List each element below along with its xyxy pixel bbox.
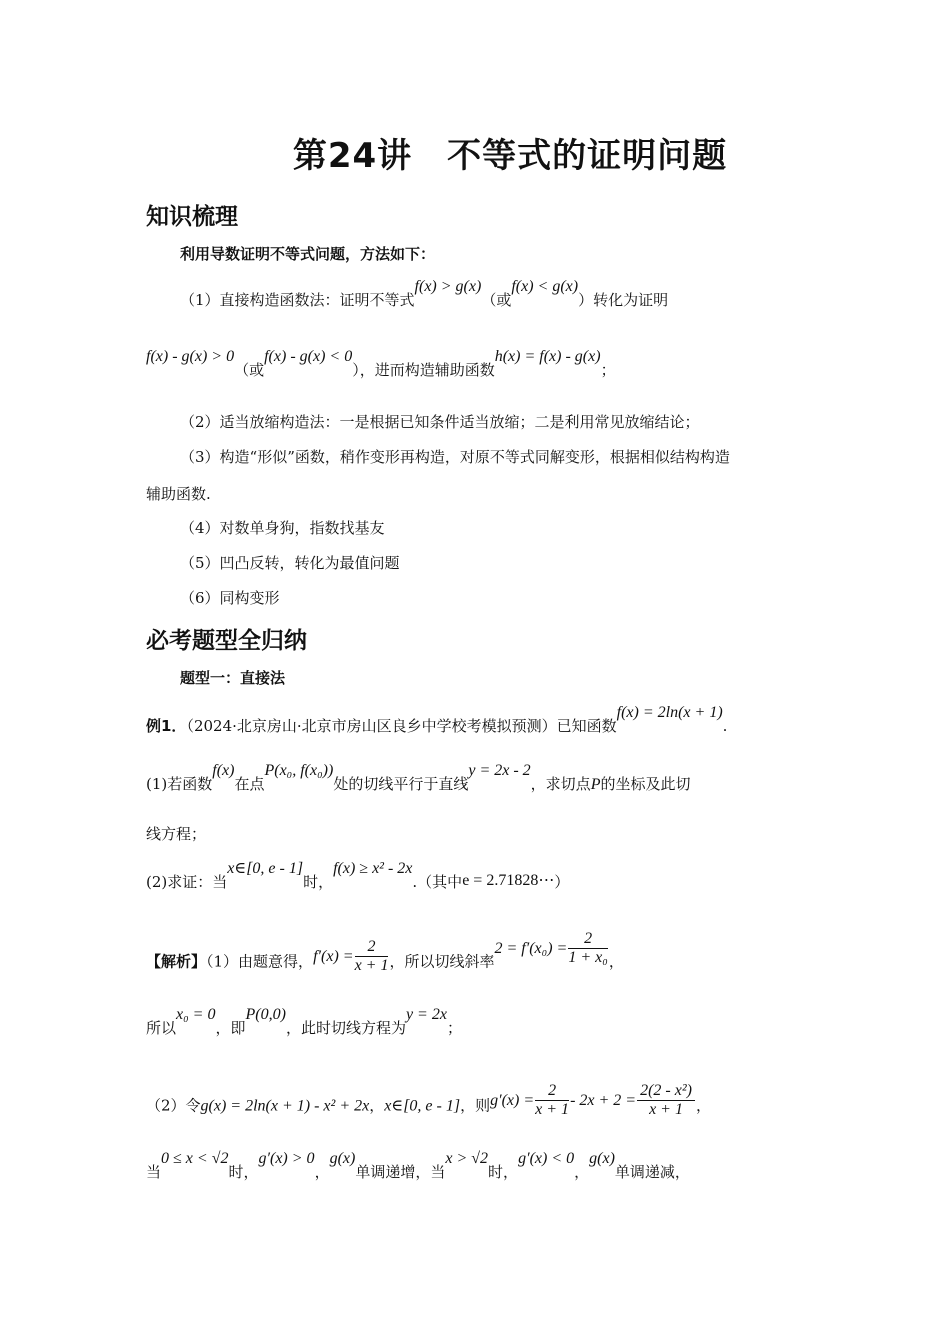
solution-label: 【解析】: [146, 952, 207, 971]
method-2: （2）适当放缩构造法：一是根据已知条件适当放缩；二是利用常见放缩结论；: [180, 413, 700, 431]
solution-line-1: 【解析】（1）由题意得，f′(x) = $\frac{2}{x + 1}$ ，所以切线斜率2 = f′(x₀) = $\frac{2}{\text{1 + x₀}}$ ，: [146, 930, 624, 974]
method-3-line-1: （3）构造“形似”函数，稍作变形再构造，对原不等式同解变形，根据相似结构构造: [180, 448, 730, 466]
solution-line-2: 所以x₀ = 0，即P(0,0)，此时切线方程为y = 2x；: [146, 1006, 462, 1037]
method-1-line-2: f(x) - g(x) > 0（或f(x) - g(x) < 0），进而构造辅助函数h(x) = f(x) - g(x)；: [146, 348, 616, 379]
knowledge-intro: 利用导数证明不等式问题，方法如下：: [180, 245, 436, 263]
question-1-line-2: 线方程；: [146, 825, 207, 843]
solution-line-4: 当0 ≤ x < √2时，g′(x) > 0，g(x)单调递增，当x > √2时，g′(x) < 0，g(x)单调递减，: [146, 1150, 690, 1181]
method-4: （4）对数单身狗，指数找基友: [180, 519, 385, 537]
method-1-line-1: （1）直接构造函数法：证明不等式f(x) > g(x)（或f(x) < g(x)）转化为证明: [180, 278, 669, 309]
question-2: (2)求证：当x∈[0, e - 1]时，f(x) ≥ x² - 2x.（其中e = 2.71828⋯）: [146, 860, 570, 891]
question-1-line-1: (1)若函数f(x)在点P(x₀, f(x₀))处的切线平行于直线y = 2x - 2，求切点P的坐标及此切: [146, 762, 691, 793]
type1-heading: 题型一：直接法: [180, 669, 286, 687]
section-heading-knowledge: 知识梳理: [146, 204, 238, 230]
page-title: 第24讲 不等式的证明问题: [292, 136, 728, 176]
method-6: （6）同构变形: [180, 589, 280, 607]
example-1-statement: 例1．（2024·北京房山·北京市房山区良乡中学校考模拟预测）已知函数f(x) = 2ln(x + 1).: [146, 704, 728, 735]
solution-line-3: （2）令g(x) = 2ln(x + 1) - x² + 2x，x∈[0, e - 1]，则g′(x) = $\frac{2}{x + 1}$ - 2x + 2 = $\frac{\text{2(2 - x²)}}{x + 1}$ ，: [146, 1082, 711, 1118]
section-heading-types: 必考题型全归纳: [146, 628, 307, 654]
method-5: （5）凹凸反转，转化为最值问题: [180, 554, 400, 572]
method-3-line-2: 辅助函数.: [146, 485, 211, 503]
